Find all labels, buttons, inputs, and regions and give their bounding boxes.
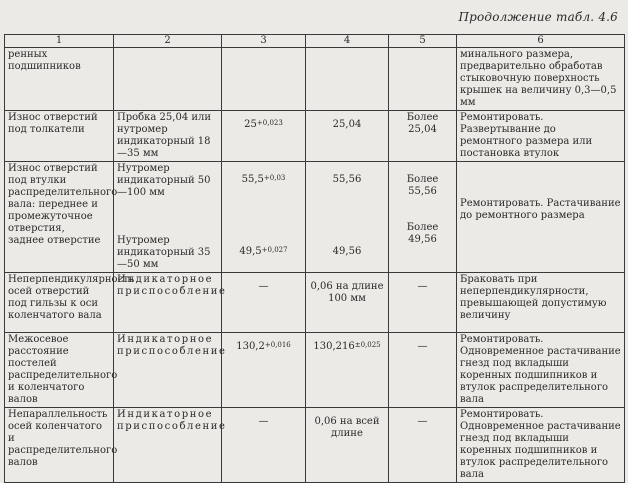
nominal-value: 130,2	[236, 341, 265, 352]
remedy-cell: Ремонтировать. Растачивание до ремонтного размера	[457, 162, 625, 273]
remedy-cell: минального размера, предварительно обработав стыковочную поверхность крышек на величину 0,3—0,5 мм	[457, 48, 625, 111]
column-header: 6	[457, 35, 625, 48]
tool-text-front: Нутромер индикаторный 50—100 мм	[117, 163, 211, 198]
tolerance-superscript: +0,016	[264, 341, 291, 349]
tolerance-superscript: +0,023	[256, 119, 283, 127]
header-row	[5, 35, 625, 48]
nominal-rear	[225, 246, 302, 258]
tolerance-superscript: ±0,025	[354, 341, 381, 349]
defect-cell: Непараллельность осей коленчатого и распределительного валов	[5, 408, 114, 483]
column-header: 2	[114, 35, 222, 48]
nominal-value: 49,5	[239, 246, 262, 257]
tool-cell	[114, 162, 222, 273]
remedy-cell: Браковать при неперпендикулярности, превышающей допустимую величину	[457, 273, 625, 333]
tolerance-superscript: +0,027	[261, 246, 288, 254]
defect-text-front: Износ отверстий под втулки распределительного вала: переднее и промежуточное отверстия,	[8, 163, 118, 234]
remedy-cell: Ремонтировать. Одновременное растачивание гнезд под вкладыши коренных подшипников и втулок распределительного вала	[457, 333, 625, 408]
reject-size-cell: —	[389, 408, 457, 483]
nominal-size-cell	[222, 333, 306, 408]
nominal-value: 25	[244, 119, 257, 130]
allowed-value: 130,216	[313, 341, 355, 352]
reject-rear: Более 49,56	[406, 222, 439, 245]
allowed-rear: 49,56	[332, 246, 362, 257]
tool-cell: Индикаторное приспособление	[114, 408, 222, 483]
reject-size-cell	[389, 162, 457, 273]
nominal-size-cell	[222, 48, 306, 111]
defect-cell	[5, 162, 118, 273]
table-row	[5, 273, 625, 333]
nominal-front	[225, 174, 302, 246]
nominal-size-cell: —	[222, 408, 306, 483]
tool-cell: Пробка 25,04 или нутромер индикаторный 18—35 мм	[114, 111, 222, 162]
remedy-cell: Ремонтировать. Развертывание до ремонтного размера или постановка втулок	[457, 111, 625, 162]
column-header: 1	[5, 35, 114, 48]
reject-size-cell: Более 25,04	[389, 111, 457, 162]
defect-cell: Износ отверстий под толкатели	[5, 111, 114, 162]
column-header: 5	[389, 35, 457, 48]
table-row	[5, 162, 625, 273]
table-row	[5, 333, 625, 408]
allowed-size-cell	[306, 333, 389, 408]
tool-cell: Индикаторное приспособление	[114, 333, 222, 408]
nominal-size-cell	[222, 162, 306, 273]
tool-cell: Индикаторное приспособление	[114, 273, 222, 333]
repair-table	[4, 34, 625, 483]
defect-cell: ренных подшипников	[5, 48, 114, 111]
defect-cell: Неперпендикулярность осей отверстий под гильзы к оси коленчатого вала	[5, 273, 114, 333]
table-row	[5, 111, 625, 162]
column-header: 4	[306, 35, 389, 48]
table-caption: Продолжение табл. 4.6	[458, 10, 618, 24]
table-row	[5, 408, 625, 483]
allowed-size-cell	[306, 48, 389, 111]
allowed-size-cell: 25,04	[306, 111, 389, 162]
nominal-size-cell	[222, 111, 306, 162]
tolerance-superscript: +0,03	[263, 174, 286, 182]
reject-size-cell: —	[389, 273, 457, 333]
tool-cell	[114, 48, 222, 111]
reject-size-cell	[389, 48, 457, 111]
remedy-cell: Ремонтировать. Одновременное растачивание гнезд под вкладыши коренных подшипников и втулок распределительного вала	[457, 408, 625, 483]
defect-cell: Межосевое расстояние постелей распределительного и коленчатого валов	[5, 333, 114, 408]
allowed-size-cell: 0,06 на длине 100 мм	[306, 273, 389, 333]
column-header: 3	[222, 35, 306, 48]
table-row	[5, 48, 625, 111]
nominal-value: 55,5	[241, 174, 264, 185]
allowed-size-cell: 0,06 на всей длине	[306, 408, 389, 483]
nominal-size-cell: —	[222, 273, 306, 333]
defect-text-rear: заднее отверстие	[8, 235, 101, 246]
allowed-size-cell	[306, 162, 389, 273]
reject-size-cell: —	[389, 333, 457, 408]
reject-front: Более 55,56	[406, 174, 439, 197]
tool-text-rear: Нутромер индикаторный 35—50 мм	[117, 235, 211, 270]
allowed-front: 55,56	[332, 174, 362, 185]
